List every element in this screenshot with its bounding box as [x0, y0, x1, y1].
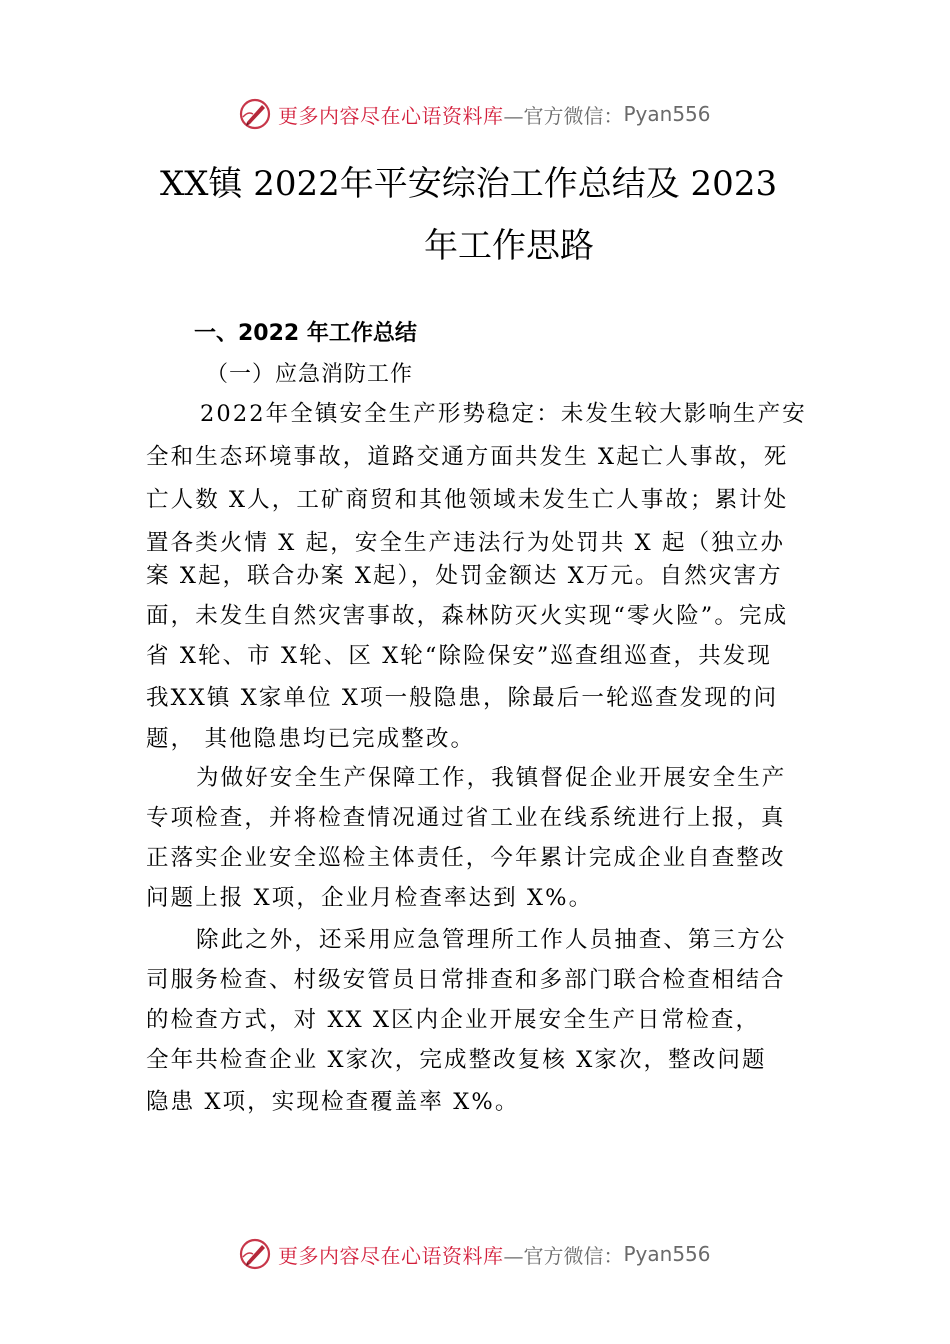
body-line: 全年共检查企业 X家次，完成整改复核 X家次，整改问题: [146, 1047, 767, 1073]
document-title-line-1: XX镇 2022年平安综治工作总结及 2023: [160, 164, 778, 204]
body-line: 面，未发生自然灾害事故，森林防灭火实现“零火险”。完成: [146, 603, 789, 629]
body-line: 案 X起，联合办案 X起），处罚金额达 X万元。自然灾害方: [146, 563, 783, 589]
body-line: 除此之外，还采用应急管理所工作人员抽查、第三方公: [196, 927, 787, 953]
watermark-separator: —官方微信：: [503, 1243, 624, 1268]
pen-logo-icon: [238, 1237, 272, 1271]
body-line: 问题上报 X项，企业月检查率达到 X%。: [146, 885, 594, 911]
body-line: 隐患 X项，实现检查覆盖率 X%。: [146, 1089, 520, 1115]
body-line: 置各类火情 X 起，安全生产违法行为处罚共 X 起（独立办: [146, 530, 786, 556]
body-line: 省 X轮、市 X轮、区 X轮“除险保安”巡查组巡查，共发现: [146, 643, 772, 669]
body-line: 为做好安全生产保障工作，我镇督促企业开展安全生产: [196, 765, 787, 791]
watermark-contact: Pyan556: [623, 1242, 711, 1266]
body-line: 正落实企业安全巡检主体责任，今年累计完成企业自查整改: [146, 845, 786, 871]
subsection-heading: （一）应急消防工作: [206, 362, 414, 387]
body-line: 专项检查，并将检查情况通过省工业在线系统进行上报，真: [146, 805, 786, 831]
watermark-contact: Pyan556: [623, 102, 711, 126]
body-line: 司服务检查、村级安管员日常排查和多部门联合检查相结合: [146, 967, 786, 993]
footer-watermark: [0, 1236, 950, 1272]
document-title-line-2: 年工作思路: [424, 226, 594, 266]
pen-logo-icon: [238, 97, 272, 131]
watermark-site-text: 更多内容尽在心语资料库: [278, 1243, 504, 1268]
body-line: 2022年全镇安全生产形势稳定：未发生较大影响生产安: [200, 401, 807, 427]
body-line: 我XX镇 X家单位 X项一般隐患，除最后一轮巡查发现的问: [146, 685, 779, 711]
body-line: 的检查方式，对 XX X区内企业开展安全生产日常检查，: [146, 1007, 761, 1033]
section-heading: 一、2022 年工作总结: [194, 321, 417, 346]
body-line: 亡人数 X人，工矿商贸和其他领域未发生亡人事故；累计处: [146, 487, 789, 513]
body-line: 题， 其他隐患均已完成整改。: [146, 726, 476, 752]
header-watermark: [0, 96, 950, 132]
watermark-site-text: 更多内容尽在心语资料库: [278, 103, 504, 128]
body-line: 全和生态环境事故，道路交通方面共发生 X起亡人事故，死: [146, 444, 789, 470]
watermark-separator: —官方微信：: [503, 103, 624, 128]
